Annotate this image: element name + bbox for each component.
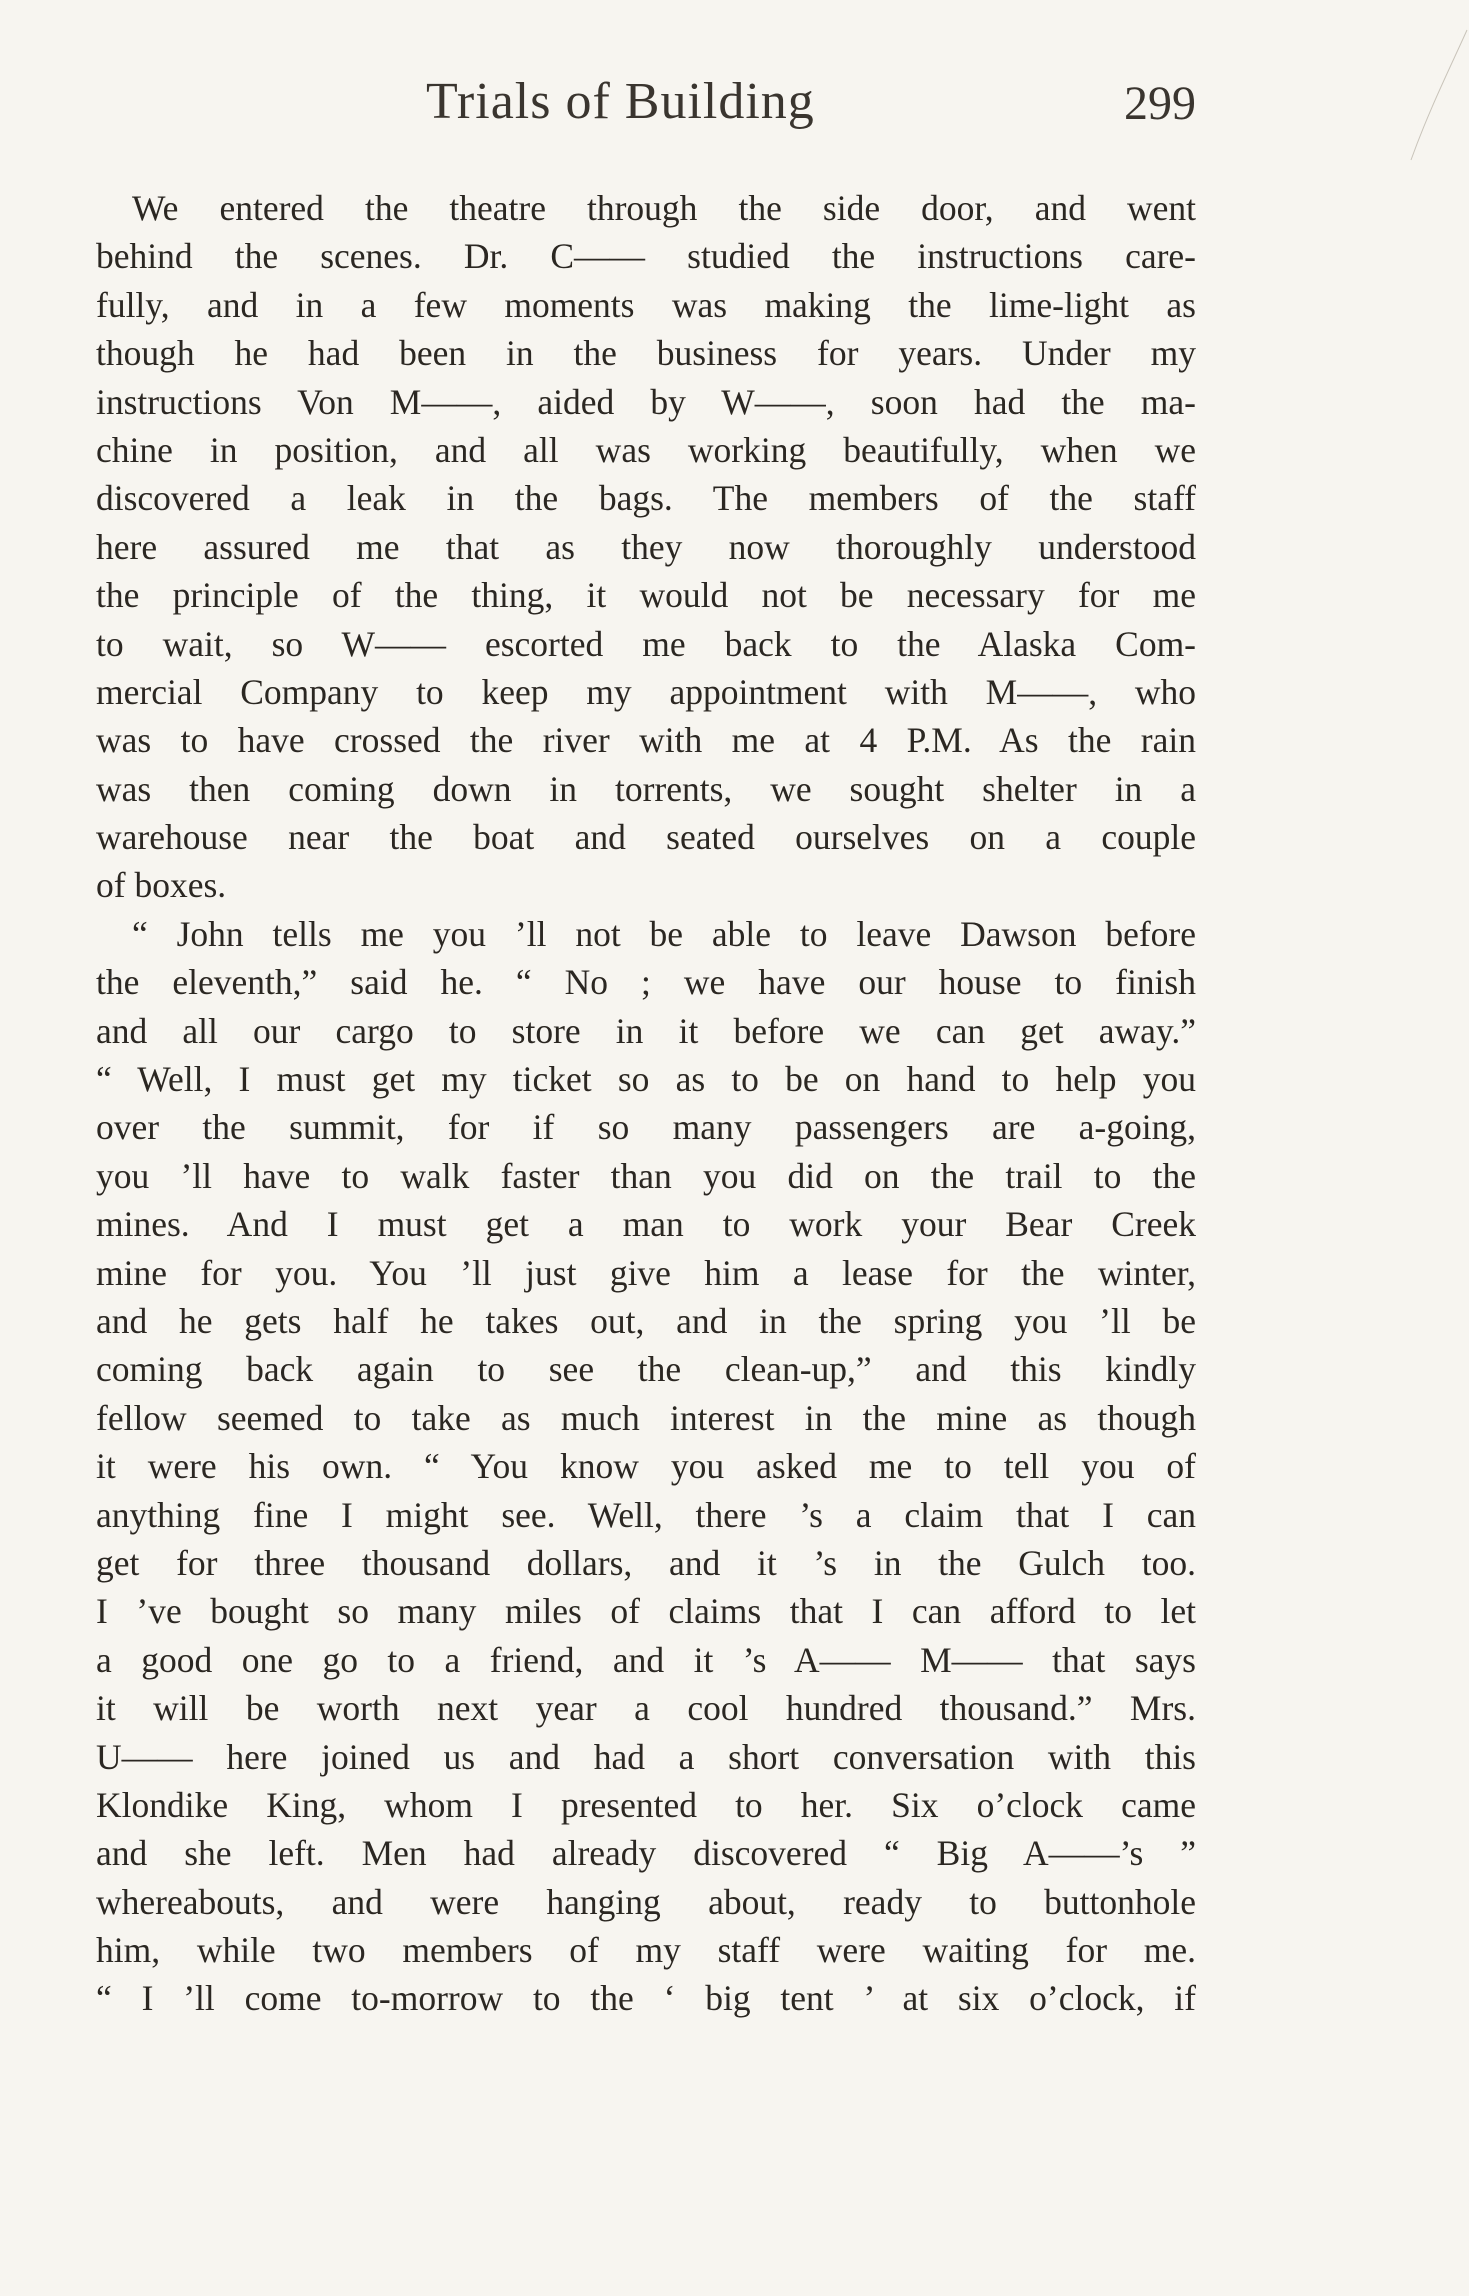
text-line: of boxes. [96, 865, 227, 906]
text-line: to wait, so W—— escorted me back to the Alaska Com- [96, 623, 1196, 664]
text-line: discovered a leak in the bags. The members of the staff [96, 478, 1196, 519]
text-line: a good one go to a friend, and it ’s A—— M—— that says [96, 1639, 1196, 1680]
text-line: We entered the theatre through the side door, and went [132, 188, 1196, 228]
page-edge-decoration [1409, 0, 1469, 200]
text-line: Klondike King, whom I presented to her. Six o’clock came [96, 1784, 1196, 1825]
text-line: “ Well, I must get my ticket so as to be on hand to help you [96, 1059, 1196, 1100]
page-number: 299 [1124, 77, 1196, 130]
text-line: and all our cargo to store in it before we can get away.” [96, 1010, 1196, 1051]
text-line: and he gets half he takes out, and in the spring you ’ll be [96, 1300, 1196, 1341]
text-line: get for three thousand dollars, and it ’s in the Gulch too. [96, 1542, 1196, 1583]
text-line: over the summit, for if so many passengers are a-going, [96, 1107, 1196, 1148]
text-line: instructions Von M——, aided by W——, soon had the ma- [96, 381, 1196, 422]
text-line: you ’ll have to walk faster than you did on the trail to the [96, 1155, 1196, 1196]
text-line: fully, and in a few moments was making the lime-light as [96, 284, 1196, 325]
text-line: here assured me that as they now thoroughly understood [96, 526, 1196, 567]
text-line: mercial Company to keep my appointment with M——, who [96, 671, 1196, 712]
text-line: fellow seemed to take as much interest in the mine as though [96, 1397, 1196, 1438]
text-line: U—— here joined us and had a short conversation with this [96, 1736, 1196, 1777]
text-line: behind the scenes. Dr. C—— studied the instructions care- [96, 236, 1196, 277]
text-line: “ I ’ll come to-morrow to the ‘ big tent ’ at six o’clock, if [96, 1978, 1196, 2019]
running-title: Trials of Building [426, 73, 815, 130]
text-line: mine for you. You ’ll just give him a lease for the winter, [96, 1252, 1196, 1293]
text-line: the principle of the thing, it would not be necessary for me [96, 575, 1196, 616]
text-line: anything fine I might see. Well, there ’s a claim that I can [96, 1494, 1196, 1535]
text-line: was then coming down in torrents, we sought shelter in a [96, 768, 1196, 809]
text-line: warehouse near the boat and seated ourselves on a couple [96, 817, 1196, 858]
text-line: it were his own. “ You know you asked me to tell you of [96, 1446, 1196, 1487]
text-line: “ John tells me you ’ll not be able to leave Dawson before [132, 913, 1196, 954]
text-line: it will be worth next year a cool hundred thousand.” Mrs. [96, 1688, 1196, 1729]
text-line: the eleventh,” said he. “ No ; we have our house to finish [96, 962, 1196, 1003]
text-line: chine in position, and all was working beautifully, when we [96, 429, 1196, 470]
text-line: and she left. Men had already discovered “ Big A——’s ” [96, 1833, 1196, 1874]
page-header [96, 72, 1196, 142]
text-line: him, while two members of my staff were waiting for me. [96, 1930, 1196, 1971]
text-line: though he had been in the business for years. Under my [96, 333, 1196, 374]
text-line: coming back again to see the clean-up,” and this kindly [96, 1349, 1196, 1390]
text-line: whereabouts, and were hanging about, ready to buttonhole [96, 1881, 1196, 1922]
text-line: mines. And I must get a man to work your Bear Creek [96, 1204, 1196, 1245]
text-line: I ’ve bought so many miles of claims that I can afford to let [96, 1591, 1196, 1632]
text-line: was to have crossed the river with me at 4 P.M. As the rain [96, 720, 1196, 761]
body-text [96, 184, 1196, 2023]
